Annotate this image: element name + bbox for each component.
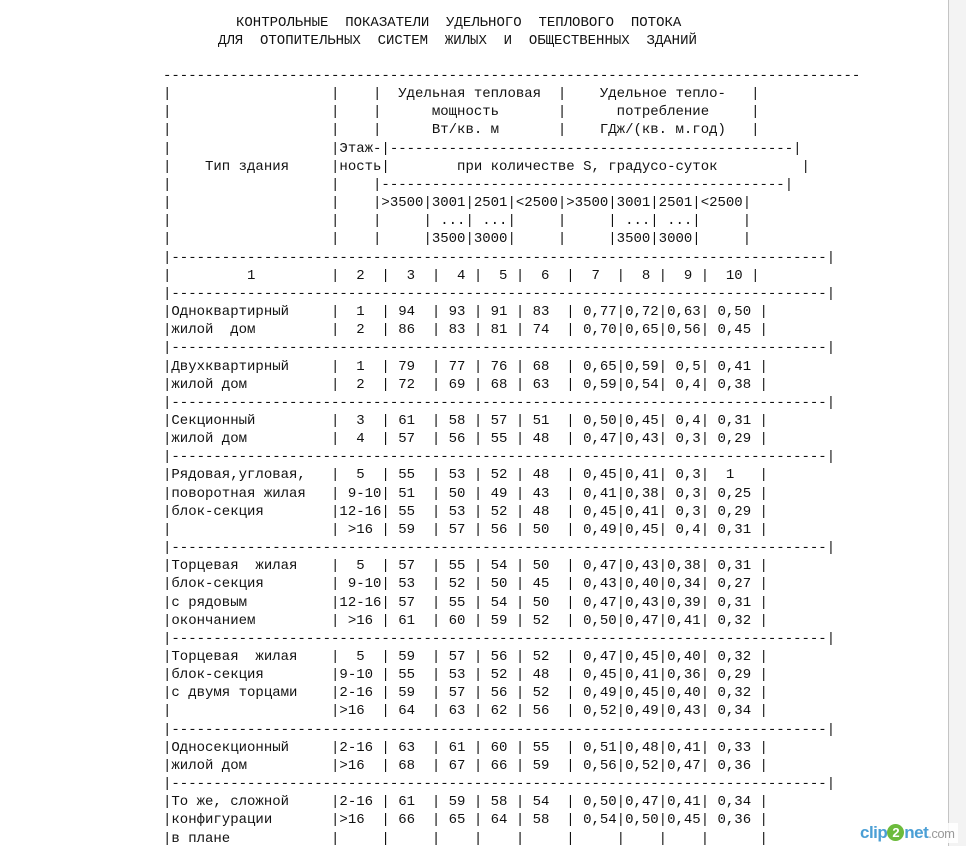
table-line: |Секционный | 3 | 61 | 58 | 57 | 51 | 0,50|0,45| 0,4| 0,31 | <box>163 412 768 429</box>
table-line: |в плане | | | | | | | | | | <box>163 830 768 847</box>
table-line: |------------------------------------------------------------------------------| <box>163 340 836 357</box>
table-line: |Одноквартирный | 1 | 94 | 93 | 91 | 83 | 0,77|0,72|0,63| 0,50 | <box>163 304 768 321</box>
table-line: |Торцевая жилая | 5 | 57 | 55 | 54 | 50 | 0,47|0,43|0,38| 0,31 | <box>163 558 768 575</box>
table-line: |Рядовая,угловая, | 5 | 55 | 53 | 52 | 48 | 0,45|0,41| 0,3| 1 | <box>163 467 768 484</box>
table-line: | | | | ...| ...| | | ...| ...| | <box>163 213 752 230</box>
table-line: | | >16 | 59 | 57 | 56 | 50 | 0,49|0,45| 0,4| 0,31 | <box>163 521 768 538</box>
watermark-2: 2 <box>887 824 904 841</box>
table-line: |------------------------------------------------------------------------------| <box>163 540 836 557</box>
table-line: |------------------------------------------------------------------------------| <box>163 630 836 647</box>
table-line: |Односекционный |2-16 | 63 | 61 | 60 | 55 | 0,51|0,48|0,41| 0,33 | <box>163 739 768 756</box>
table-line: |жилой дом | 4 | 57 | 56 | 55 | 48 | 0,47|0,43| 0,3| 0,29 | <box>163 431 768 448</box>
table-line: |Двухквартирный | 1 | 79 | 77 | 76 | 68 | 0,65|0,59| 0,5| 0,41 | <box>163 358 768 375</box>
table-line: | | | Удельная тепловая | Удельное тепло- | <box>163 86 760 103</box>
document-title-line-1: КОНТРОЛЬНЫЕ ПОКАЗАТЕЛИ УДЕЛЬНОГО ТЕПЛОВОГО ПОТОКА <box>236 15 682 31</box>
table-line: | | | |3500|3000| | |3500|3000| | <box>163 231 752 248</box>
table-line: | | |------------------------------------------------| <box>163 176 794 193</box>
table-line: |блок-секция |12-16| 55 | 53 | 52 | 48 | 0,45|0,41| 0,3| 0,29 | <box>163 503 768 520</box>
table-line: |------------------------------------------------------------------------------| <box>163 285 836 302</box>
table-line: |------------------------------------------------------------------------------| <box>163 249 836 266</box>
table-line: |блок-секция |9-10 | 55 | 53 | 52 | 48 | 0,45|0,41|0,36| 0,29 | <box>163 667 768 684</box>
table-line: | | | мощность | потребление | <box>163 104 760 121</box>
table-line: | |Этаж-|------------------------------------------------| <box>163 140 802 157</box>
watermark-clip: clip <box>860 823 888 842</box>
table-line: |поворотная жилая | 9-10| 51 | 50 | 49 | 43 | 0,41|0,38| 0,3| 0,25 | <box>163 485 768 502</box>
clip2net-watermark <box>856 823 958 843</box>
table-line: |жилой дом | 2 | 86 | 83 | 81 | 74 | 0,70|0,65|0,56| 0,45 | <box>163 322 768 339</box>
table-line: |жилой дом |>16 | 68 | 67 | 66 | 59 | 0,56|0,52|0,47| 0,36 | <box>163 757 768 774</box>
table-line: | Тип здания |ность| при количестве S, градусо-суток | <box>163 158 810 175</box>
table-line: |------------------------------------------------------------------------------| <box>163 776 836 793</box>
page-gutter <box>949 0 966 846</box>
watermark-net: net <box>904 823 929 842</box>
document-title-line-2: ДЛЯ ОТОПИТЕЛЬНЫХ СИСТЕМ ЖИЛЫХ И ОБЩЕСТВЕННЫХ ЗДАНИЙ <box>218 33 697 49</box>
table-line: |окончанием | >16 | 61 | 60 | 59 | 52 | 0,50|0,47|0,41| 0,32 | <box>163 612 768 629</box>
table-line: |------------------------------------------------------------------------------| <box>163 721 836 738</box>
table-line: |------------------------------------------------------------------------------| <box>163 449 836 466</box>
table-line: | | | Вт/кв. м | ГДж/(кв. м.год) | <box>163 122 760 139</box>
table-line: | | |>3500|3001|2501|<2500|>3500|3001|2501|<2500| <box>163 195 752 212</box>
table-line: |блок-секция | 9-10| 53 | 52 | 50 | 45 | 0,43|0,40|0,34| 0,27 | <box>163 576 768 593</box>
table-line: | 1 | 2 | 3 | 4 | 5 | 6 | 7 | 8 | 9 | 10 | <box>163 267 760 284</box>
table-line: ----------------------------------------------------------------------------------- <box>163 68 861 84</box>
ascii-table <box>163 67 860 848</box>
table-line: |с рядовым |12-16| 57 | 55 | 54 | 50 | 0,47|0,43|0,39| 0,31 | <box>163 594 768 611</box>
table-line: |конфигурации |>16 | 66 | 65 | 64 | 58 | 0,54|0,50|0,45| 0,36 | <box>163 812 768 829</box>
table-line: |------------------------------------------------------------------------------| <box>163 394 836 411</box>
table-line: | |>16 | 64 | 63 | 62 | 56 | 0,52|0,49|0,43| 0,34 | <box>163 703 768 720</box>
table-line: |Торцевая жилая | 5 | 59 | 57 | 56 | 52 | 0,47|0,45|0,40| 0,32 | <box>163 649 768 665</box>
watermark-dotcom: .com <box>928 826 955 841</box>
table-line: |То же, сложной |2-16 | 61 | 59 | 58 | 54 | 0,50|0,47|0,41| 0,34 | <box>163 794 768 811</box>
table-line: |жилой дом | 2 | 72 | 69 | 68 | 63 | 0,59|0,54| 0,4| 0,38 | <box>163 376 768 393</box>
table-line: |с двумя торцами |2-16 | 59 | 57 | 56 | 52 | 0,49|0,45|0,40| 0,32 | <box>163 685 768 702</box>
